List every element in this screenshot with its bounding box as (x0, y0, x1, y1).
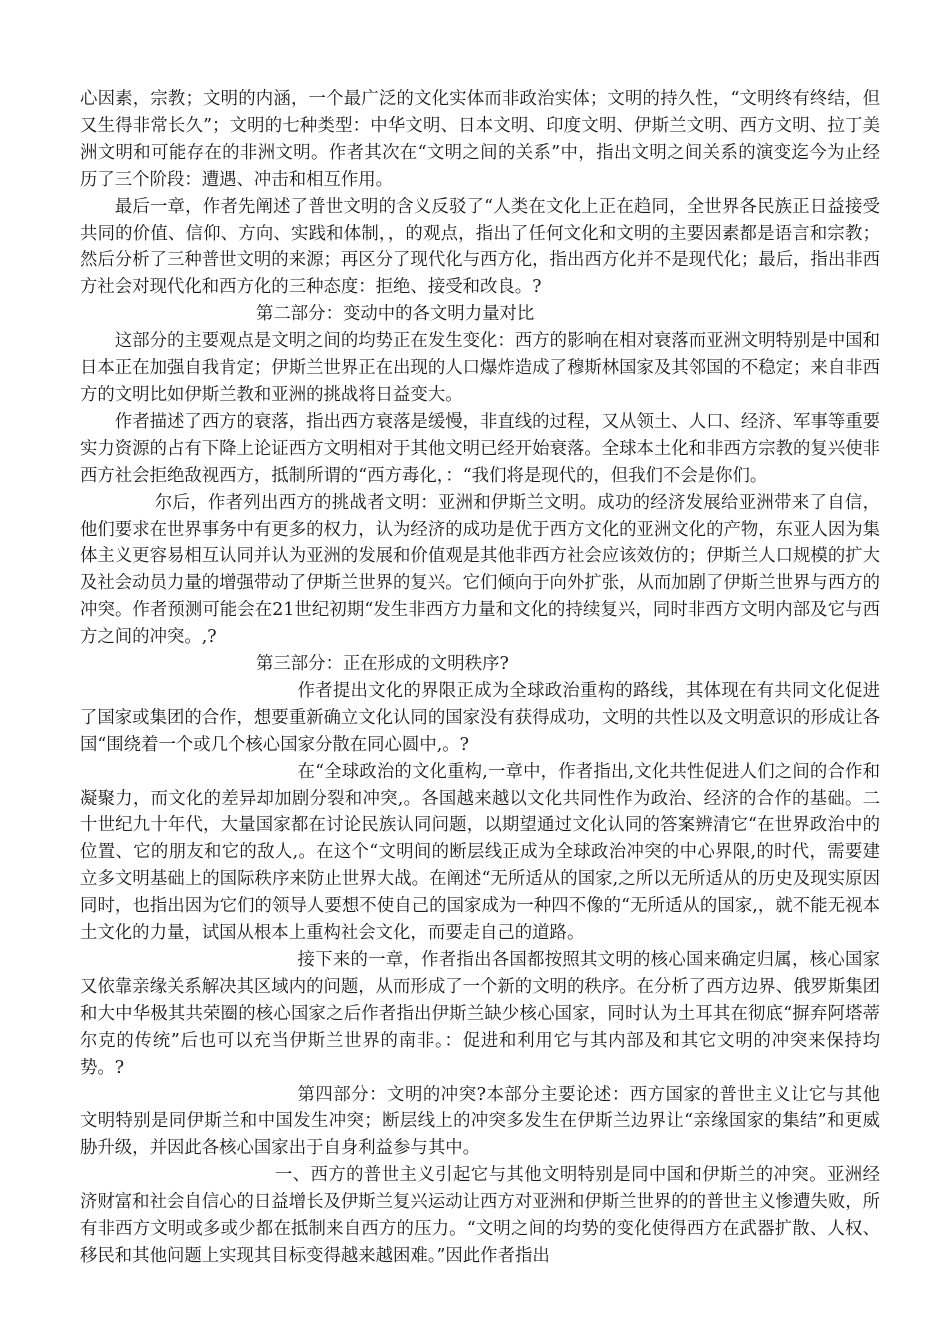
paragraph: 这部分的主要观点是文明之间的均势正在发生变化：西方的影响在相对衰落而亚洲文明特别是中国和日本正在加强自我肯定；伊斯兰世界正在出现的人口爆炸造成了穆斯林国家及其邻国的不稳定；来自非西方的文明比如伊斯兰教和亚洲的挑战将日益变大。 (80, 331, 880, 405)
paragraph: 在“全球政治的文化重构,一章中，作者指出,文化共性促进人们之间的合作和凝聚力，而文化的差异却加剧分裂和冲突,。各国越来越以文化共同性作为政治、经济的合作的基础。二十世纪九十年代，大量国家都在讨论民族认同问题，以期望通过文化认同的答案辨清它“在世界政治中的位置、它的朋友和它的敌人,。在这个“文明间的断层线正成为全球政治冲突的中心界限,的时代，需要建立多文明基础上的国际秩序来防止世界大战。在阐述“无所适从的国家,之所以无所适从的历史及现实原因同时，也指出因为它们的领导人要想不使自己的国家成为一种四不像的“无所适从的国家,，就不能无视本土文化的力量，试国从根本上重构社会文化，而要走自己的道路。 (80, 761, 880, 944)
paragraph: 心因素，宗教；文明的内涵，一个最广泛的文化实体而非政治实体；文明的持久性，“文明终有终结，但又生得非常长久”；文明的七种类型：中华文明、日本文明、印度文明、伊斯兰文明、西方文明、拉丁美洲文明和可能存在的非洲文明。作者其次在“文明之间的关系”中，指出文明之间关系的演变迄今为止经历了三个阶段：遭遇、冲击和相互作用。 (80, 89, 880, 190)
section-heading: 第二部分：变动中的各文明力量对比 (256, 304, 535, 325)
document-body (80, 86, 880, 1270)
paragraph: 接下来的一章，作者指出各国都按照其文明的核心国来确定归属，核心国家又依靠亲缘关系解决其区域内的问题，从而形成了一个新的文明的秩序。在分析了西方边界、俄罗斯集团和大中华极其共荣圈的核心国家之后作者指出伊斯兰缺少核心国家，同时认为土耳其在彻底“摒弃阿塔蒂尔克的传统”后也可以充当伊斯兰世界的南非。：促进和利用它与其内部及和其它文明的冲突来保持均势。? (80, 950, 880, 1078)
section-heading: 第三部分：正在形成的文明秩序? (256, 654, 509, 675)
paragraph: 最后一章，作者先阐述了普世文明的含义反驳了“人类在文化上正在趋同，全世界各民族正日益接受共同的价值、信仰、方向、实践和体制，，的观点，指出了任何文化和文明的主要因素都是语言和宗教；然后分析了三种普世文明的来源；再区分了现代化与西方化，指出西方化并不是现代化；最后，指出非西方社会对现代化和西方化的三种态度：拒绝、接受和改良。? (80, 196, 880, 298)
paragraph: 作者提出文化的界限正成为全球政治重构的路线，其体现在有共同文化促进了国家或集团的合作，想要重新确立文化认同的国家没有获得成功，文明的共性以及文明意识的形成让各国“围绕着一个或几个核心国家分散在同心圆中,。? (80, 680, 880, 755)
paragraph: 第四部分：文明的冲突?本部分主要论述：西方国家的普世主义让它与其他文明特别是同伊斯兰和中国发生冲突；断层线上的冲突多发生在伊斯兰边界让“亲缘国家的集结”和更威胁升级，并因此各核心国家出于自身利益参与其中。 (80, 1084, 880, 1159)
paragraph: 作者描述了西方的衰落，指出西方衰落是缓慢，非直线的过程，又从领土、人口、经济、军事等重要实力资源的占有下降上论证西方文明相对于其他文明已经开始衰落。全球本土化和非西方宗教的复兴使非西方社会拒绝敌视西方，抵制所谓的“西方毒化，：“我们将是现代的，但我们不会是你们。 (80, 411, 880, 486)
paragraph: 一、西方的普世主义引起它与其他文明特别是同中国和伊斯兰的冲突。亚洲经济财富和社会自信心的日益增长及伊斯兰复兴运动让西方对亚洲和伊斯兰世界的的普世主义惨遭失败，所有非西方文明或多或少都在抵制来自西方的压力。“文明之间的均势的变化使得西方在武器扩散、人权、移民和其他问题上实现其目标变得越来越困难。”因此作者指出 (80, 1165, 880, 1266)
paragraph: 尔后，作者列出西方的挑战者文明：亚洲和伊斯兰文明。成功的经济发展给亚洲带来了自信，他们要求在世界事务中有更多的权力，认为经济的成功是优于西方文化的亚洲文化的产物，东亚人因为集体主义更容易相互认同并认为亚洲的发展和价值观是其他非西方社会应该效仿的；伊斯兰人口规模的扩大及社会动员力量的增强带动了伊斯兰世界的复兴。它们倾向于向外扩张，从而加剧了伊斯兰世界与西方的冲突。作者预测可能会在21世纪初期“发生非西方力量和文化的持续复兴，同时非西方文明内部及它与西方之间的冲突。,? (80, 492, 880, 648)
